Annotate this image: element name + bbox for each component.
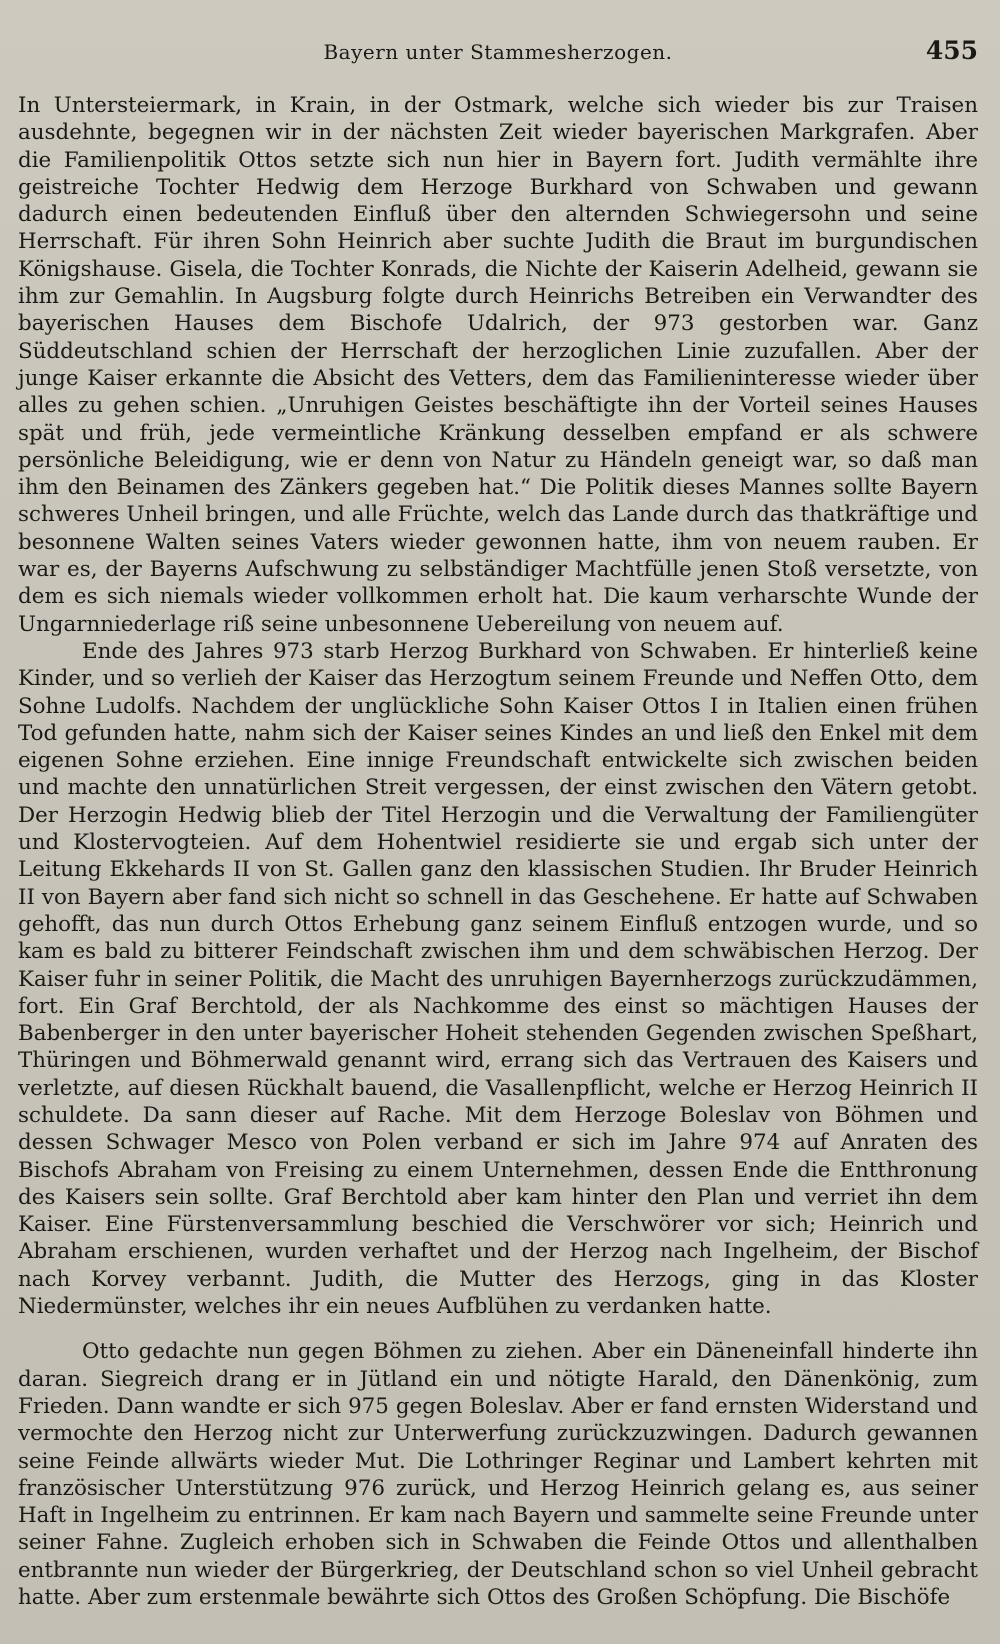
paragraph: Ende des Jahres 973 starb Herzog Burkhard von Schwaben. Er hinterließ keine Kinder, und so verlieh der Kaiser das Herzogtum seinem Freunde und Neffen Otto, dem Sohne Ludolfs. Nachdem der unglückliche Sohn Kaiser Ottos I in Italien einen frühen Tod gefunden hatte, nahm sich der Kaiser seines Kindes an und ließ den Enkel mit dem eigenen Sohne erziehen. Eine innige Freundschaft entwickelte sich zwischen beiden und machte den unnatürlichen Streit vergessen, der einst zwischen den Vätern getobt. Der Herzogin Hedwig blieb der Titel Herzogin und die Verwaltung der Familiengüter und Klostervogteien. Auf dem Hohentwiel residierte sie und ergab sich unter der Leitung Ekkehards II von St. Gallen ganz den klassischen Studien. Ihr Bruder Heinrich II von Bayern aber fand sich nicht so schnell in das Geschehene. Er hatte auf Schwaben gehofft, das nun durch Ottos Erhebung ganz seinem Einfluß entzogen wurde, und so kam es bald zu bitterer Feindschaft zwischen ihm und dem schwäbischen Herzog. Der Kaiser fuhr in seiner Politik, die Macht des unruhigen Bayernherzogs zurückzudämmen, fort. Ein Graf Berchtold, der als Nachkomme des einst so mächtigen Hauses der Babenberger in den unter bayerischer Hoheit stehenden Gegenden zwischen Speßhart, Thüringen und Böhmerwald genannt wird, errang sich das Vertrauen des Kaisers und verletzte, auf diesen Rückhalt bauend, die Vasallenpflicht, welche er Herzog Heinrich II schuldete. Da sann dieser auf Rache. Mit dem Herzoge Boleslav von Böhmen und dessen Schwager Mesco von Polen verband er sich im Jahre 974 auf Anraten des Bischofs Abraham von Freising zu einem Unternehmen, dessen Ende die Entthronung des Kaisers sein sollte. Graf Berchtold aber kam hinter den Plan und verriet ihn dem Kaiser. Eine Fürstenversammlung beschied die Verschwörer vor sich; Heinrich und Abraham erschienen, wurden verhaftet und der Herzog nach Ingelheim, der Bischof nach Korvey verbannt. Judith, die Mutter des Herzogs, ging in das Kloster Niedermünster, welches ihr ein neues Aufblühen zu verdanken hatte. [18,638,978,1320]
page-header [18,36,978,72]
page-body [18,92,978,1611]
page-number: 455 [925,36,978,65]
running-title: Bayern unter Stammesherzogen. [323,40,673,64]
paragraph: In Untersteiermark, in Krain, in der Ostmark, welche sich wieder bis zur Traisen ausdehnte, begegnen wir in der nächsten Zeit wieder bayerischen Markgrafen. Aber die Familienpolitik Ottos setzte sich nun hier in Bayern fort. Judith vermählte ihre geistreiche Tochter Hedwig dem Herzoge Burkhard von Schwaben und gewann dadurch einen bedeutenden Einfluß über den alternden Schwiegersohn und seine Herrschaft. Für ihren Sohn Heinrich aber suchte Judith die Braut im burgundischen Königshause. Gisela, die Tochter Konrads, die Nichte der Kaiserin Adelheid, gewann sie ihm zur Gemahlin. In Augsburg folgte durch Heinrichs Betreiben ein Verwandter des bayerischen Hauses dem Bischofe Udalrich, der 973 gestorben war. Ganz Süddeutschland schien der Herrschaft der herzoglichen Linie zuzufallen. Aber der junge Kaiser erkannte die Absicht des Vetters, dem das Familieninteresse wieder über alles zu gehen schien. „Unruhigen Geistes beschäftigte ihn der Vorteil seines Hauses spät und früh, jede vermeintliche Kränkung desselben empfand er als schwere persönliche Beleidigung, wie er denn von Natur zu Händeln geneigt war, so daß man ihm den Beinamen des Zänkers gegeben hat.“ Die Politik dieses Mannes sollte Bayern schweres Unheil bringen, und alle Früchte, welch das Lande durch das thatkräftige und besonnene Walten seines Vaters wieder gewonnen hatte, ihm von neuem rauben. Er war es, der Bayerns Aufschwung zu selbständiger Machtfülle jenen Stoß versetzte, von dem es sich niemals wieder vollkommen erholt hat. Die kaum verharschte Wunde der Ungarnniederlage riß seine unbesonnene Uebereilung von neuem auf. [18,93,978,637]
paragraph: Otto gedachte nun gegen Böhmen zu ziehen. Aber ein Däneneinfall hinderte ihn daran. Siegreich drang er in Jütland ein und nötigte Harald, den Dänenkönig, zum Frieden. Dann wandte er sich 975 gegen Boleslav. Aber er fand ernsten Widerstand und vermochte den Herzog nicht zur Unterwerfung zurückzuzwingen. Dadurch gewannen seine Feinde allwärts wieder Mut. Die Lothringer Reginar und Lambert kehrten mit französischer Unterstützung 976 zurück, und Herzog Heinrich gelang es, aus seiner Haft in Ingelheim zu entrinnen. Er kam nach Bayern und sammelte seine Freunde unter seiner Fahne. Zugleich erhoben sich in Schwaben die Feinde Ottos und allenthalben entbrannte nun wieder der Bürgerkrieg, der Deutschland schon so viel Unheil gebracht hatte. Aber zum erstenmale bewährte sich Ottos des Großen Schöpfung. Die Bischöfe [18,1339,978,1611]
